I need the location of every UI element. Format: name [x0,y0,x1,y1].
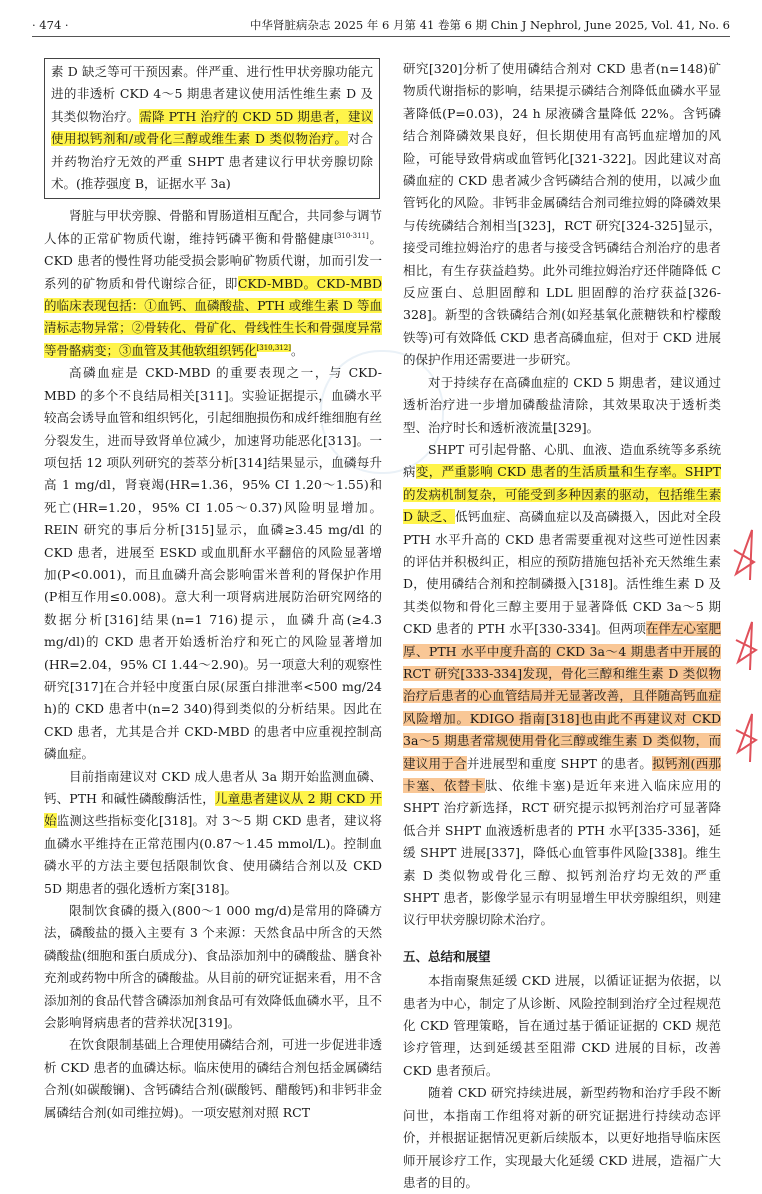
paragraph-shpt: SHPT 可引起骨骼、心肌、血液、造血系统等多系统病变，严重影响 CKD 患者的生活质量和生存率。SHPT 的发病机制复杂，可能受到多种因素的驱动，包括维生素 D 缺乏、低钙血症、高磷血症以及高磷摄入，因此对全段 PTH 水平升高的 CKD 患者需要重视对这些可逆性因素的评估并积极纠正，相应的预防措施包括补充天然维生素 D，使用磷结合剂和控制磷摄入[318]。活性维生素 D 及其类似物和骨化三醇主要用于显著降低 CKD 3a～5 期 CKD 患者的 PTH 水平[330-334]。但两项在伴左心室肥厚、PTH 水平中度升高的 CKD 3a～4 期患者中开展的 RCT 研究[333-334]发现，骨化三醇和维生素 D 类似物治疗后患者的心血管结局并无显著改善，且伴随高钙血症风险增加。KDIGO 指南[318]也由此不再建议对 CKD 3a～5 期患者常规使用骨化三醇或维生素 D 类似物，而建议用于合并进展型和重度 SHPT 的患者。拟钙剂(西那卡塞、依替卡肽、依维卡塞)是近年来进入临床应用的 SHPT 治疗新选择，RCT 研究提示拟钙剂治疗可显著降低合并 SHPT 血液透析患者的 PTH 水平[335-336]，延缓 SHPT 进展[337]，降低心血管事件风险[338]。维生素 D 类似物或骨化三醇、拟钙剂治疗均无效的严重 SHPT 患者，影像学显示有明显增生甲状旁腺组织，则建议行甲状旁腺切除术治疗。 [403,441,721,928]
highlighted-shpt: 变，严重影响 CKD 患者的生活质量和生存率。SHPT 的发病机制复杂，可能受到多种因素的驱动，包括维生素 D 缺乏、 [403,464,721,525]
section-heading: 五、总结和展望 [403,948,491,964]
highlighted-children: 儿童患者建议从 2 期 CKD 开始 [44,791,382,829]
journal-citation: 中华肾脏病杂志 2025 年 6 月第 41 卷第 6 期 Chin J Nephrol, June 2025, Vol. 41, No. 6 [249,18,730,32]
running-header [32,14,730,37]
highlighted-ckd-mbd: CKD-MBD。CKD-MBD 的临床表现包括：①血钙、血磷酸盐、PTH 或维生素 D 等血清标志物异常；②骨转化、骨矿化、骨线性生长和骨强度异常等骨骼病变；③血管及其他软组织钙化 [44,275,382,358]
paragraph-outlook: 随着 CKD 研究持续进展，新型药物和治疗手段不断问世，本指南工作组将对新的研究证据进行持续动态评价，并根据证据情况更新后续版本，以更好地指导临床医师开展诊疗工作，实现最大化延缓 CKD 进展，造福广大患者的目的。 [403,1085,721,1190]
highlighted-recommendation: 需降 PTH 治疗的 CKD 5D 期患者，建议使用拟钙剂和/或骨化三醇或维生素 D 类似物治疗。 [51,108,373,147]
paragraph-monitoring: 目前指南建议对 CKD 成人患者从 3a 期开始监测血磷、钙、PTH 和碱性磷酸酶活性，儿童患者建议从 2 期 CKD 开始监测这些指标变化[318]。对 3～5 期 CKD 患者，建议将血磷水平维持在正常范围内(0.87～1.45 mmol/L)。控制血磷水平的方法主要包括限制饮食、使用磷结合剂以及 CKD 5D 期患者的强化透析方案[318]。 [44,768,382,896]
page-number: · 474 · [32,18,69,32]
handwritten-star-annotation [728,510,762,770]
right-column [403,58,721,1194]
paragraph-diet: 限制饮食磷的摄入(800～1 000 mg/d)是常用的降磷方法，磷酸盐的摄入主要有 3 个来源：天然食品中所含的天然磷酸盐(细胞和蛋白质成分)、食品添加剂中的磷酸盐、膳食补充剂或药物中所含的磷酸盐。从目前的研究证据来看，用不含添加剂的食品代替含磷添加剂食品可有效降低血磷水平，且不会影响肾病患者的营养状况[319]。 [44,903,382,1031]
paragraph-dialysis: 对于持续存在高磷血症的 CKD 5 期患者，建议通过透析治疗进一步增加磷酸盐清除，其效果取决于透析类型、治疗时长和透析液流量[329]。 [403,374,721,435]
paragraph-summary: 本指南聚焦延缓 CKD 进展，以循证证据为依据，以患者为中心，制定了从诊断、风险控制到治疗全过程规范化 CKD 管理策略，旨在通过基于循证证据的 CKD 规范诊疗管理，达到延缓甚至阻滞 CKD 进展的目标，改善 CKD 患者预后。 [403,973,721,1078]
left-column [44,58,382,1124]
highlighted-calcimimetics: 拟钙剂(西那卡塞、依替卡 [403,755,721,793]
paragraph-binder-studies: 研究[320]分析了使用磷结合剂对 CKD 患者(n=148)矿物质代谢指标的影响，结果提示磷结合剂降低血磷水平显著降低(P=0.03)，24 h 尿液磷含量降低 22%。含钙磷结合剂降磷效果良好，但长期使用有高钙血症增加的风险，可能导致骨病或血管钙化[321-322]。因此建议对高磷血症的 CKD 患者减少含钙磷结合剂的使用，以减少血管钙化的风险。非钙非金属磷结合剂司维拉姆的降磷效果与传统磷结合剂相当[323]，RCT 研究[324-325]显示，接受司维拉姆治疗的患者与接受含钙磷结合剂治疗的患者相比，有生存获益趋势。此外司维拉姆治疗还伴随降低 C 反应蛋白、总胆固醇和 LDL 胆固醇的治疗获益[326-328]。新型的含铁磷结合剂(如羟基氧化蔗糖铁和柠檬酸铁等)可有效降低 CKD 患者高磷血症，但对于 CKD 进展的保护作用还需要进一步研究。 [403,61,721,368]
recommendation-text: 素 D 缺乏等可干预因素。伴严重、进行性甲状旁腺功能亢进的非透析 CKD 4～5 期患者建议使用活性维生素 D 及其类似物治疗。需降 PTH 治疗的 CKD 5D 期患者，建议使用拟钙剂和/或骨化三醇或维生素 D 类似物治疗。对合并药物治疗无效的严重 SHPT 患者建议行甲状旁腺切除术。(推荐强度 B，证据水平 3a) [51,64,373,192]
paragraph-mineral-metabolism: 肾脏与甲状旁腺、骨骼和胃肠道相互配合，共同参与调节人体的正常矿物质代谢，维持钙磷平衡和骨骼健康[310-311]。CKD 患者的慢性肾功能受损会影响矿物质代谢，加而引发一系列的矿物质和骨代谢综合征，即CKD-MBD。CKD-MBD 的临床表现包括：①血钙、血磷酸盐、PTH 或维生素 D 等血清标志物异常；②骨转化、骨矿化、骨线性生长和骨强度异常等骨骼病变；③血管及其他软组织钙化[310,312]。 [44,208,382,358]
paragraph-hyperphosphatemia: 高磷血症是 CKD-MBD 的重要表现之一，与 CKD-MBD 的多个不良结局相关[311]。实验证据提示，血磷水平较高会诱导血管和组织钙化，引起细胞损伤和成纤维细胞有丝分裂发生，进而导致肾单位减少，加速肾功能恶化[313]。一项包括 12 项队列研究的荟萃分析[314]结果显示，血磷每升高 1 mg/dl，肾衰竭(HR=1.36，95% CI 1.20～1.55)和死亡(HR=1.20，95% CI 1.05～0.37)风险明显增加。REIN 研究的事后分析[315]显示，血磷≥3.45 mg/dl 的 CKD 患者，进展至 ESKD 或血肌酐水平翻倍的风险显著增加(P<0.001)，而且血磷升高会影响雷米普利的肾保护作用(P相互作用≤0.008)。意大利一项肾病进展防治研究网络的数据分析[316]结果(n=1 716)提示，血磷升高(≥4.3 mg/dl)的 CKD 患者开始透析治疗和死亡的风险显著增加(HR=2.04，95% CI 1.44～2.90)。另一项意大利的观察性研究[317]在合并轻中度蛋白尿(尿蛋白排泄率<500 mg/24 h)的 CKD 患者中(n=2 340)得到类似的分析结果。因此在 CKD 患者，尤其是合并 CKD-MBD 的患者中应重视控制高磷血症。 [44,365,382,762]
highlighted-rct: 在伴左心室肥厚、PTH 水平中度升高的 CKD 3a～4 期患者中开展的 RCT 研究[333-334]发现，骨化三醇和维生素 D 类似物治疗后患者的心血管结局并无显著改善，且伴随高钙血症风险增加。KDIGO 指南[318]也由此不再建议对 CKD 3a～5 期患者常规使用骨化三醇或维生素 D 类似物，而建议用于合 [403,621,721,771]
recommendation-box [44,58,380,199]
paragraph-binders: 在饮食限制基础上合理使用磷结合剂，可进一步促进非透析 CKD 患者的血磷达标。临床使用的磷结合剂包括金属磷结合剂(如碳酸镧)、含钙磷结合剂(碳酸钙、醋酸钙)和非钙非金属磷结合剂(如司维拉姆)。一项安慰剂对照 RCT [44,1037,382,1120]
